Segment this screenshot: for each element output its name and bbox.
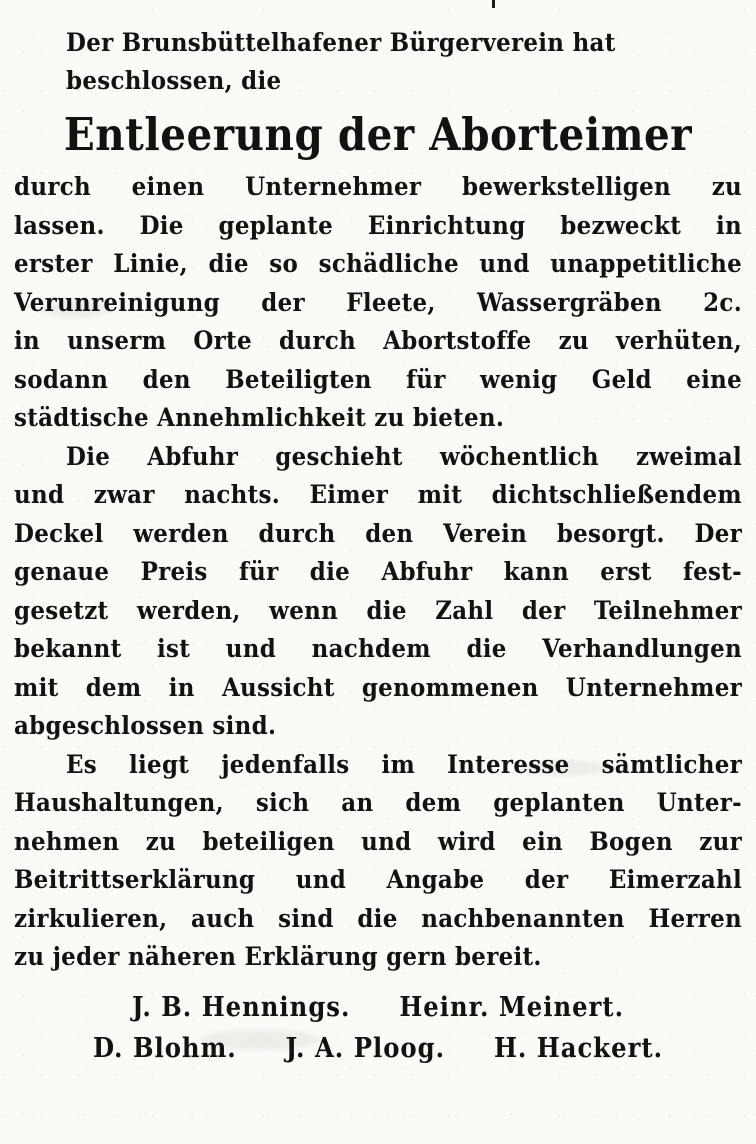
text-line: Die Abfuhr geschieht wöchentlich zweimal [66, 441, 742, 472]
signature-line-1 [14, 987, 742, 1028]
text-line: Verunreinigung der Fleete, Wassergräben 2c. [14, 287, 742, 318]
text-line: lassen. Die geplante Einrichtung bezweckt in [14, 210, 742, 241]
intro-paragraph [14, 24, 742, 100]
text-line: städtische Annehmlichkeit zu bieten. [14, 403, 505, 433]
text-line: genaue Preis für die Abfuhr kann erst fest- [14, 557, 742, 587]
signature-block [14, 987, 742, 1069]
text-line: zirkulieren, auch sind die nachbenannten Herren [14, 903, 742, 934]
paragraph-3 [14, 746, 742, 977]
text-line: durch einen Unternehmer bewerkstelligen zu [14, 172, 742, 202]
text-line: bekannt ist und nachdem die Verhandlungen [14, 634, 742, 664]
text-line: gesetzt werden, wenn die Zahl der Teilnehmer [14, 595, 742, 626]
signatory-name: H. Hackert. [493, 1032, 664, 1064]
text-line: und zwar nachts. Eimer mit dichtschließendem [14, 480, 742, 510]
page-title: Entleerung der Aborteimer [63, 108, 693, 161]
text-line: mit dem in Aussicht genommenen Unternehmer [14, 672, 742, 703]
signatory-name: D. Blohm. [92, 1032, 237, 1064]
intro-line-2: beschlossen, die [66, 66, 282, 96]
text-line: sodann den Beteiligten für wenig Geld eine [14, 364, 742, 395]
text-line: Es liegt jedenfalls im Interesse sämtlicher [66, 749, 742, 780]
signatory-name: J. B. Hennings. [131, 991, 351, 1023]
page-edge-tick-mark [492, 0, 495, 8]
text-line: erster Linie, die so schädliche und unappetitliche [14, 249, 742, 279]
text-line: in unserm Orte durch Abortstoffe zu verhüten, [14, 326, 742, 356]
text-line: abgeschlossen sind. [14, 711, 277, 741]
text-line: nehmen zu beteiligen und wird ein Bogen zur [14, 826, 742, 857]
article-column [14, 24, 742, 1069]
text-line: Beitrittserklärung und Angabe der Eimerzahl [14, 865, 742, 895]
paragraph-2 [14, 438, 742, 746]
paragraph-1 [14, 168, 742, 438]
signatory-name: Heinr. Meinert. [399, 991, 625, 1023]
signatory-name: J. A. Ploog. [285, 1032, 446, 1064]
text-line: Deckel werden durch den Verein besorgt. Der [14, 518, 742, 549]
text-line: Haushaltungen, sich an dem geplanten Unter- [14, 788, 742, 818]
signature-line-2 [14, 1028, 742, 1069]
text-line: zu jeder näheren Erklärung gern bereit. [14, 942, 542, 972]
intro-line-1: Der Brunsbüttelhafener Bürgerverein hat [66, 28, 616, 58]
